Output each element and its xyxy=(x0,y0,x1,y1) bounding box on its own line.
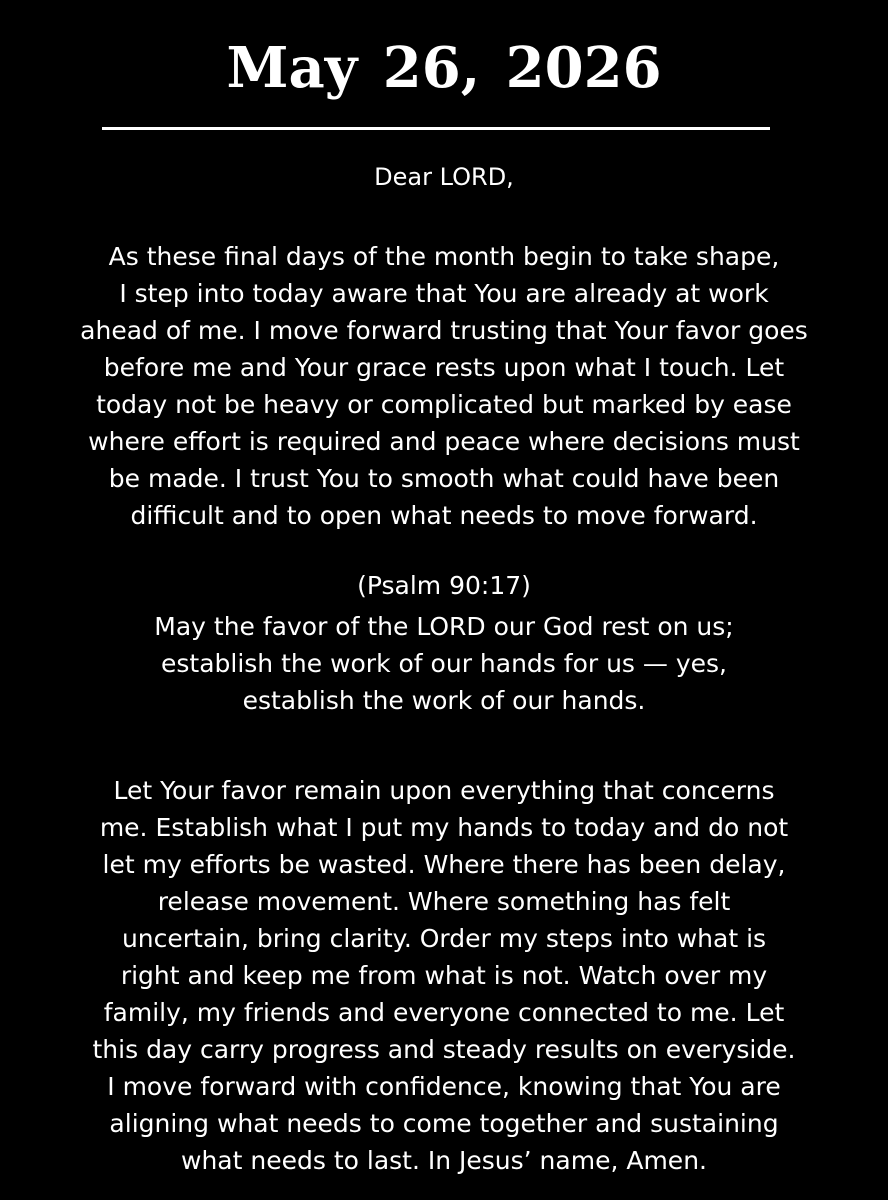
paragraph-line: be made. I trust You to smooth what could have been xyxy=(108,464,780,493)
paragraph-line: where effort is required and peace where decisions must xyxy=(88,427,800,456)
paragraph-line: aligning what needs to come together and sustaining xyxy=(109,1109,779,1138)
prayer-paragraph-1 xyxy=(0,238,888,534)
paragraph-line: As these final days of the month begin to take shape, xyxy=(108,242,780,271)
paragraph-line: this day carry progress and steady results on everyside. xyxy=(92,1035,796,1064)
paragraph-line: right and keep me from what is not. Watch over my xyxy=(120,961,768,990)
paragraph-line: I step into today aware that You are already at work xyxy=(119,279,769,308)
verse-line: establish the work of our hands for us — yes, xyxy=(160,649,727,678)
paragraph-line: let my efforts be wasted. Where there has been delay, xyxy=(102,850,786,879)
paragraph-line: release movement. Where something has felt xyxy=(157,887,731,916)
title-divider xyxy=(102,127,770,130)
paragraph-line: ahead of me. I move forward trusting that Your favor goes xyxy=(80,316,808,345)
verse-line: May the favor of the LORD our God rest on us; xyxy=(154,612,734,641)
paragraph-line: before me and Your grace rests upon what I touch. Let xyxy=(103,353,785,382)
paragraph-line: uncertain, bring clarity. Order my steps into what is xyxy=(121,924,767,953)
paragraph-line: I move forward with confidence, knowing that You are xyxy=(107,1072,781,1101)
paragraph-line: family, my friends and everyone connected to me. Let xyxy=(103,998,785,1027)
verse-line: establish the work of our hands. xyxy=(242,686,646,715)
paragraph-line: what needs to last. In Jesus’ name, Amen. xyxy=(181,1146,707,1175)
scripture-verse xyxy=(0,608,888,719)
paragraph-line: me. Establish what I put my hands to today and do not xyxy=(99,813,789,842)
paragraph-line: difficult and to open what needs to move forward. xyxy=(130,501,758,530)
page-title: May 26, 2026 xyxy=(226,35,662,101)
scripture-reference: (Psalm 90:17) xyxy=(357,571,531,600)
prayer-paragraph-2 xyxy=(0,772,888,1179)
paragraph-line: today not be heavy or complicated but marked by ease xyxy=(96,390,792,419)
greeting: Dear LORD, xyxy=(374,163,514,191)
paragraph-line: Let Your favor remain upon everything that concerns xyxy=(113,776,775,805)
